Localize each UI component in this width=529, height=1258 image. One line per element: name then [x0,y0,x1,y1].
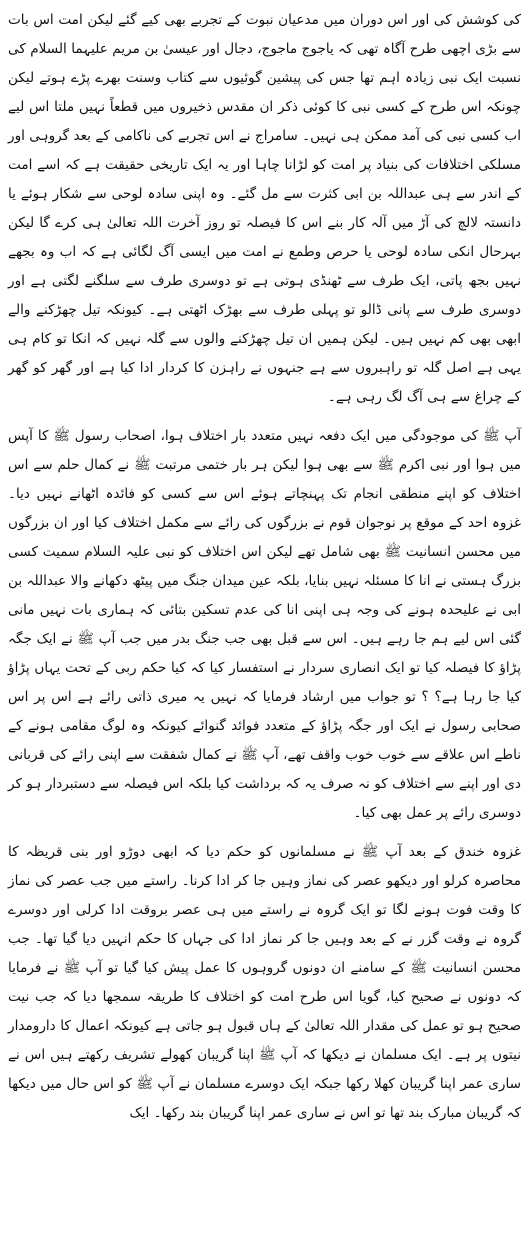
paragraph-3: غزوہ خندق کے بعد آپ ﷺ نے مسلمانوں کو حکم دیا کہ ابھی دوڑو اور بنی قریظہ کا محاصرہ کرلو اور دیکھو عصر کی نماز وہیں جا کر ادا کرنا۔ راستے میں جب عصر کی نماز کا وقت فوت ہونے لگا تو ایک گروہ نے راستے میں ہی عصر بروقت ادا کرلی اور دوسرے گروہ نے وقت گزر نے کے بعد وہیں جا کر نماز ادا کی جہاں کا حکم انہیں دیا گیا تھا۔ جب محسن انسانیت ﷺ کے سامنے ان دونوں گروہوں کا عمل پیش کیا گیا تو آپ ﷺ نے فرمایا کہ دونوں نے صحیح کیا، گویا اس طرح امت کو اختلاف کا طریقہ سمجھا دیا کہ جب نیت صحیح ہو تو عمل کی مقدار اللہ تعالیٰ کے ہاں قبول ہو جاتی ہے کیونکہ اعمال کا دارومدار نیتوں پر ہے۔ ایک مسلمان نے دیکھا کہ آپ ﷺ اپنا گریبان کھولے تشریف رکھتے ہیں اس نے ساری عمر اپنا گریبان کھلا رکھا جبکہ ایک دوسرے مسلمان نے آپ ﷺ کو اس حال میں دیکھا کہ گریبان مبارک بند تھا تو اس نے ساری عمر اپنا گریبان بند رکھا۔ ایک [8,844,521,1121]
paragraph-1: کی کوشش کی اور اس دوران میں مدعیان نبوت کے تجربے بھی کیے گئے لیکن امت اس بات سے بڑی اچھی طرح آگاہ تھی کہ یاجوج ماجوج، دجال اور عیسیٰ بن مریم علیہما السلام کی نسبت ایک نبی زیادہ اہم تھا جس کی پیشین گوئیوں سے کتاب وسنت بھرے پڑے ہوتے لیکن چونکہ اس طرح کے کسی نبی کا کوئی ذکر ان مقدس ذخیروں میں قطعاً نہیں ملتا اس لیے اب کسی نبی کی آمد ممکن ہی نہیں۔ سامراج نے اس تجربے کی ناکامی کے بعد گروہی اور مسلکی اختلافات کی بنیاد پر امت کو لڑانا چاہا اور یہ ایک تاریخی حقیقت ہے کہ اسے امت کے اندر سے ہی عبداللہ بن ابی کثرت سے مل گئے۔ وہ اپنی سادہ لوحی سے شکار ہوئے یا دانستہ لالچ کی آڑ میں آلہ کار بنے اس کا فیصلہ تو روز آخرت اللہ تعالیٰ ہی کرے گا لیکن بہرحال انکی سادہ لوحی یا حرص وطمع نے امت میں ایسی آگ لگائی ہے کہ اب وہ بجھے نہیں بجھ پاتی، ایک طرف سے ٹھنڈی ہوتی ہے تو دوسری طرف سے سلگنے لگتی ہے اور دوسری طرف سے پانی ڈالو تو پہلی طرف سے بھڑک اٹھتی ہے۔ کیونکہ تیل چھڑکنے والے ابھی بھی کم نہیں ہیں۔ لیکن ہمیں ان تیل چھڑکنے والوں سے گلہ نہیں کہ انکا تو کام ہی یہی ہے اصل گلہ تو راہبروں سے ہے جنہوں نے راہزن کا کردار ادا کیا ہے اور گھر کو گھر کے چراغ سے ہی آگ لگ رہی ہے۔ [8,12,521,405]
paragraph-2: آپ ﷺ کی موجودگی میں ایک دفعہ نہیں متعدد بار اختلاف ہوا، اصحاب رسول ﷺ کا آپس میں ہوا اور نبی اکرم ﷺ سے بھی ہوا لیکن ہر بار ختمی مرتبت ﷺ نے کمال حلم سے اس اختلاف کو اپنے منطقی انجام تک پہنچاتے ہوئے اس سے کسی کو فائدہ اٹھانے نہیں دیا۔ غزوہ احد کے موقع پر نوجوان قوم نے بزرگوں کی رائے سے مکمل اختلاف کیا اور ان بزرگوں میں محسن انسانیت ﷺ بھی شامل تھے لیکن اس اختلاف کو نبی علیہ السلام سمیت کسی بزرگ ہستی نے انا کا مسئلہ نہیں بنایا، بلکہ عین میدان جنگ میں پیٹھ دکھانے والا عبداللہ بن ابی نے علیحدہ ہونے کی وجہ ہی اپنی انا کی عدم تسکین بتائی کہ ہماری بات نہیں مانی گئی اس لیے ہم جا رہے ہیں۔ اس سے قبل بھی جب جنگ بدر میں جب آپ ﷺ نے ایک جگہ پڑاؤ کا فیصلہ کیا تو ایک انصاری سردار نے استفسار کیا کہ کیا حکم ربی کے تحت یہاں پڑاؤ کیا جا رہا ہے؟ ؟ تو جواب میں ارشاد فرمایا کہ نہیں یہ میری ذاتی رائے ہے اس پر اس صحابی رسول نے ایک اور جگہ پڑاؤ کے متعدد فوائد گنوائے کیونکہ وہ لوگ مقامی ہونے کے ناطے اس علاقے سے خوب خوب واقف تھے، آپ ﷺ نے کمال شفقت سے اپنی رائے کی قربانی دی اور اپنے سے اختلاف کو نہ صرف یہ کہ برداشت کیا بلکہ اس فیصلہ سے دستبردار ہو کر دوسری رائے پر عمل بھی کیا۔ [8,428,521,821]
